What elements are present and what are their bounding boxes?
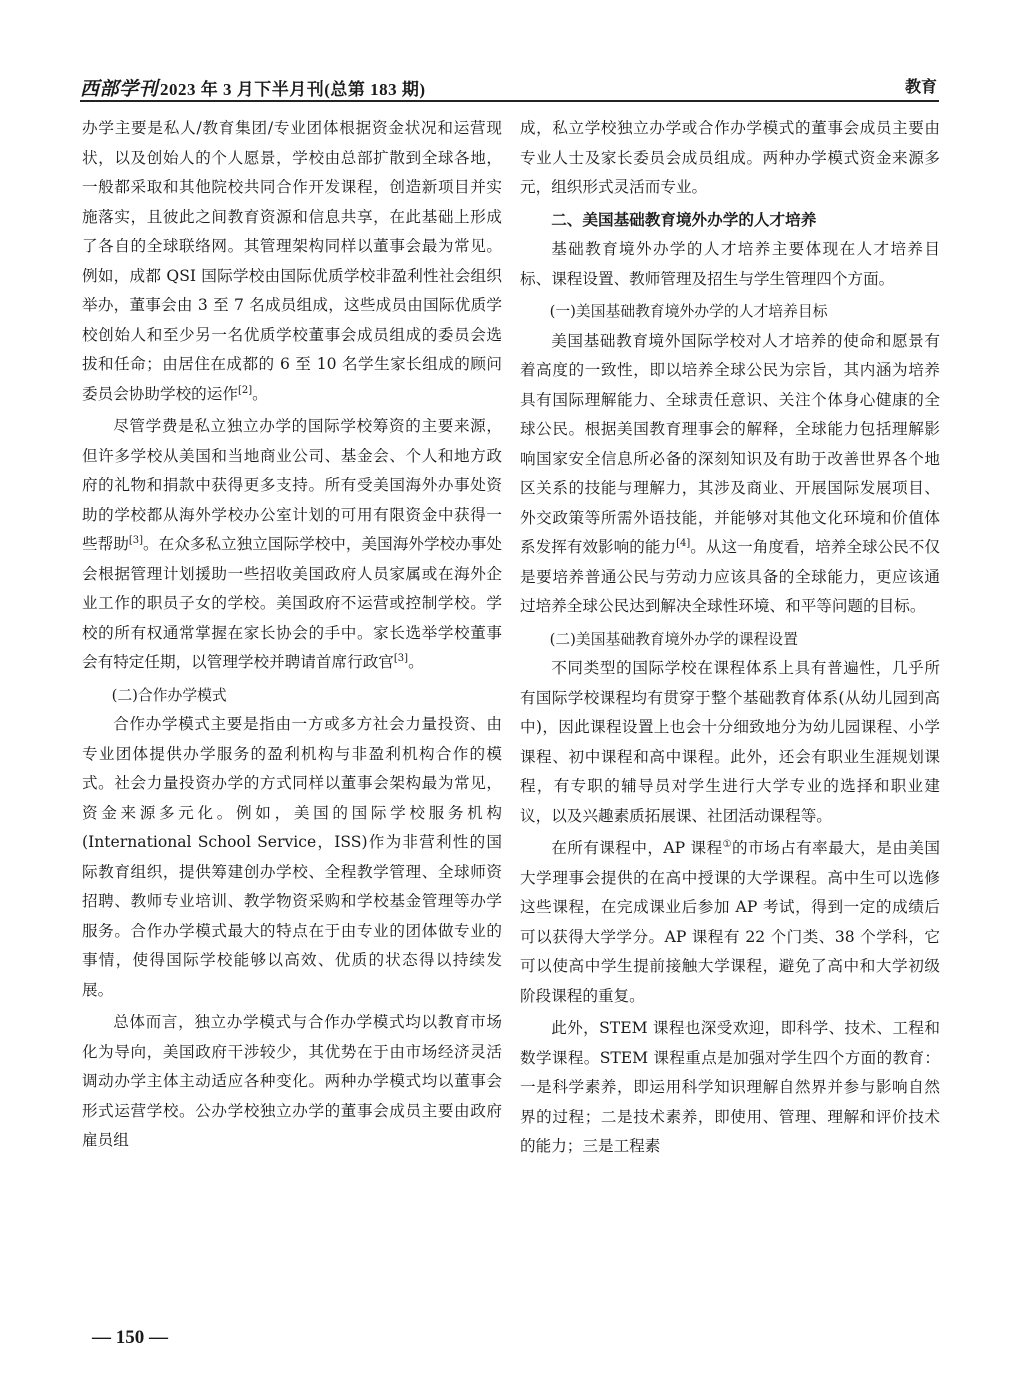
- paragraph: 不同类型的国际学校在课程体系上具有普遍性，几乎所有国际学校课程均有贯穿于整个基础教育体系(从幼儿园到高中)，因此课程设置上也会十分细致地分为幼儿园课程、小学课程、初中课程和高中课程。此外，还会有职业生涯规划课程，有专职的辅导员对学生进行大学专业的选择和职业建议，以及兴趣素质拓展课、社团活动课程等。: [520, 659, 940, 825]
- paragraph: 此外，STEM 课程也深受欢迎，即科学、技术、工程和数学课程。STEM 课程重点是加强对学生四个方面的教育：一是科学素养，即运用科学知识理解自然界并参与影响自然界的过程；二是技术素养，即使用、管理、理解和评价技术的能力；三是工程素: [520, 1019, 940, 1155]
- paragraph: 在所有课程中，AP 课程①的市场占有率最大，是由美国大学理事会提供的在高中授课的大学课程。高中生可以选修这些课程，在完成课业后参加 AP 考试，得到一定的成绩后可以获得大学学分。AP 课程有 22 个门类、38 个学科，它可以使高中学生提前接触大学课程，避免了高中和大学初级阶段课程的重复。: [520, 838, 940, 1005]
- paragraph: 办学主要是私人/教育集团/专业团体根据资金状况和运营现状，以及创始人的个人愿景，学校由总部扩散到全球各地，一般都采取和其他院校共同合作开发课程，创造新项目并实施落实，且彼此之间教育资源和信息共享，在此基础上形成了各自的全球联络网。其管理架构同样以董事会最为常见。例如，成都 QSI 国际学校由国际优质学校非盈利性社会组织举办，董事会由 3 至 7 名成员组成，这些成员由国际优质学校创始人和至少另一名优质学校董事会成员组成的委员会选拔和任命；由居住在成都的 6 至 10 名学生家长组成的顾问委员会协助学校的运作[2]。: [82, 119, 502, 403]
- right-column: [520, 114, 940, 1165]
- left-column: [82, 114, 502, 1159]
- section-heading: 二、美国基础教育境外办学的人才培养: [551, 210, 817, 229]
- section-label: 教育: [904, 77, 937, 96]
- journal-logo: 西部学刊: [80, 79, 159, 100]
- paragraph: 合作办学模式主要是指由一方或多方社会力量投资、由专业团体提供办学服务的盈利机构与非盈利机构合作的模式。社会力量投资办学的方式同样以董事会架构最为常见，资金来源多元化。例如，美国的国际学校服务机构(International School Service，ISS)作为非营利性的国际教育组织，提供筹建创办学校、全程教学管理、全球师资招聘、教师专业培训、教学物资采购和学校基金管理等办学服务。合作办学模式最大的特点在于由专业的团体做专业的事情，使得国际学校能够以高效、优质的状态得以持续发展。: [82, 715, 502, 999]
- page-header: [80, 70, 939, 102]
- issue-label: 2023 年 3 月下半月刊(总第 183 期): [160, 80, 426, 99]
- citation: [2]: [237, 384, 253, 396]
- footnote-marker: ①: [722, 838, 733, 850]
- page-number: — 150 —: [92, 1327, 168, 1348]
- subsection-heading: (二)合作办学模式: [111, 686, 227, 704]
- subsection-heading: (一)美国基础教育境外办学的人才培养目标: [549, 303, 828, 320]
- paragraph: 总体而言，独立办学模式与合作办学模式均以教育市场化为导向，美国政府干涉较少，其优势在于由市场经济灵活调动办学主体主动适应各种变化。两种办学模式均以董事会形式运营学校。公办学校独立办学的董事会成员主要由政府雇员组: [82, 1013, 502, 1149]
- paragraph: 基础教育境外办学的人才培养主要体现在人才培养目标、课程设置、教师管理及招生与学生管理四个方面。: [520, 240, 940, 288]
- citation: [3]: [128, 534, 143, 546]
- paragraph: 尽管学费是私立独立办学的国际学校筹资的主要来源，但许多学校从美国和当地商业公司、基金会、个人和地方政府的礼物和捐款中获得更多支持。所有受美国海外办事处资助的学校都从海外学校办公室计划的可用有限资金中获得一些帮助[3]。在众多私立独立国际学校中，美国海外学校办事处会根据管理计划援助一些招收美国政府人员家属或在海外企业工作的职员子女的学校。美国政府不运营或控制学校。学校的所有权通常掌握在家长协会的手中。家长选举学校董事会有特定任期，以管理学校并聘请首席行政官[3]。: [82, 417, 502, 671]
- paragraph: 美国基础教育境外国际学校对人才培养的使命和愿景有着高度的一致性，即以培养全球公民为宗旨，其内涵为培养具有国际理解能力、全球责任意识、关注个体身心健康的全球公民。根据美国教育理事会的解释，全球能力包括理解影响国家安全信息所必备的深刻知识及有助于改善世界各个地区关系的技能与理解力，其涉及商业、开展国际发展项目、外交政策等所需外语技能，并能够对其他文化环境和价值体系发挥有效影响的能力[4]。从这一角度看，培养全球公民不仅是要培养普通公民与劳动力应该具备的全球能力，更应该通过培养全球公民达到解决全球性环境、和平等问题的目标。: [520, 331, 940, 615]
- citation: [3]: [393, 652, 409, 664]
- paragraph: 成，私立学校独立办学或合作办学模式的董事会成员主要由专业人士及家长委员会成员组成。两种办学模式资金来源多元，组织形式灵活而专业。: [520, 119, 940, 196]
- journal-issue: [80, 74, 426, 101]
- citation: [4]: [676, 537, 691, 549]
- subsection-heading: (二)美国基础教育境外办学的课程设置: [549, 630, 798, 648]
